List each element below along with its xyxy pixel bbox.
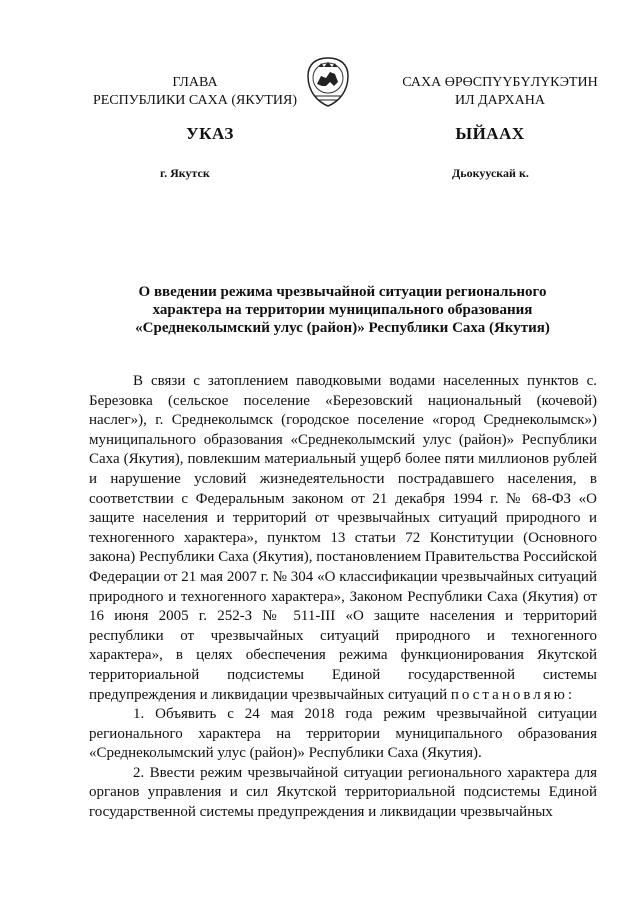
header-right-line2: ИЛ ДАРХАНА	[454, 93, 545, 108]
coat-of-arms-yakutia-icon	[304, 56, 352, 108]
decree-body	[89, 372, 597, 823]
header-left-line1: ГЛАВА	[172, 75, 218, 90]
city-russian: г. Якутск	[160, 166, 210, 180]
preamble-paragraph	[89, 372, 597, 705]
preamble-text: В связи с затоплением паводковыми водами населенных пунктов с. Березовка (сельское поселение «Березовский национальный (кочевой) наслег»), г. Среднеколымск (городское поселение «город Среднеколымск») муниципального образования «Среднеколымский улус (район)» Республики Саха (Якутия), повлекшим материальный ущерб более пяти миллионов рублей и нарушение условий жизнедеятельности пострадавшего населения, в соответствии с Федеральным законом от 21 декабря 1994 г. № 68-ФЗ «О защите населения и территорий от чрезвычайных ситуаций природного и техногенного характера», пунктом 13 статьи 72 Конституции (Основного закона) Республики Саха (Якутия), постановлением Правительства Российской Федерации от 21 мая 2007 г. № 304 «О классификации чрезвычайных ситуаций природного и техногенного характера», Законом Республики Саха (Якутия) от 16 июня 2005 г. 252-З № 511-III «О защите населения и территорий республики от чрезвычайных ситуаций природного и техногенного характера», в целях обеспечения режима функционирования Якутской территориальной подсистемы Единой государственной системы предупреждения и ликвидации чрезвычайных ситуаций	[89, 373, 597, 703]
decree-title-line1: О введении режима чрезвычайной ситуации регионального	[138, 284, 547, 300]
decree-title	[110, 283, 575, 337]
decree-item-1: 1. Объявить с 24 мая 2018 года режим чрезвычайной ситуации регионального характера на территории муниципального образования «Среднеколымский улус (район)» Республики Саха (Якутия).	[89, 706, 597, 762]
decree-title-line3: «Среднеколымский улус (район)» Республики Саха (Якутия)	[135, 320, 550, 336]
header-left-line2: РЕСПУБЛИКИ САХА (ЯКУТИЯ)	[92, 93, 298, 108]
decree-item-2: 2. Ввести режим чрезвычайной ситуации регионального характера для органов управления и сил Якутской территориальной подсистемы Единой государственной системы предупреждения и ликвидации чрезвычайных	[89, 764, 597, 821]
header-right	[385, 74, 615, 110]
decree-label-russian: УКАЗ	[186, 124, 234, 143]
decree-label-yakut: ЫЙААХ	[455, 124, 525, 143]
city-yakut: Дьокуускай к.	[452, 166, 529, 180]
decree-title-line2: характера на территории муниципального образования	[152, 302, 533, 318]
header-right-line1: САХА ӨРӨСПҮҮБҮЛҮКЭТИН	[402, 75, 598, 90]
decree-word: постановляю:	[450, 686, 575, 703]
header-left	[70, 74, 320, 110]
